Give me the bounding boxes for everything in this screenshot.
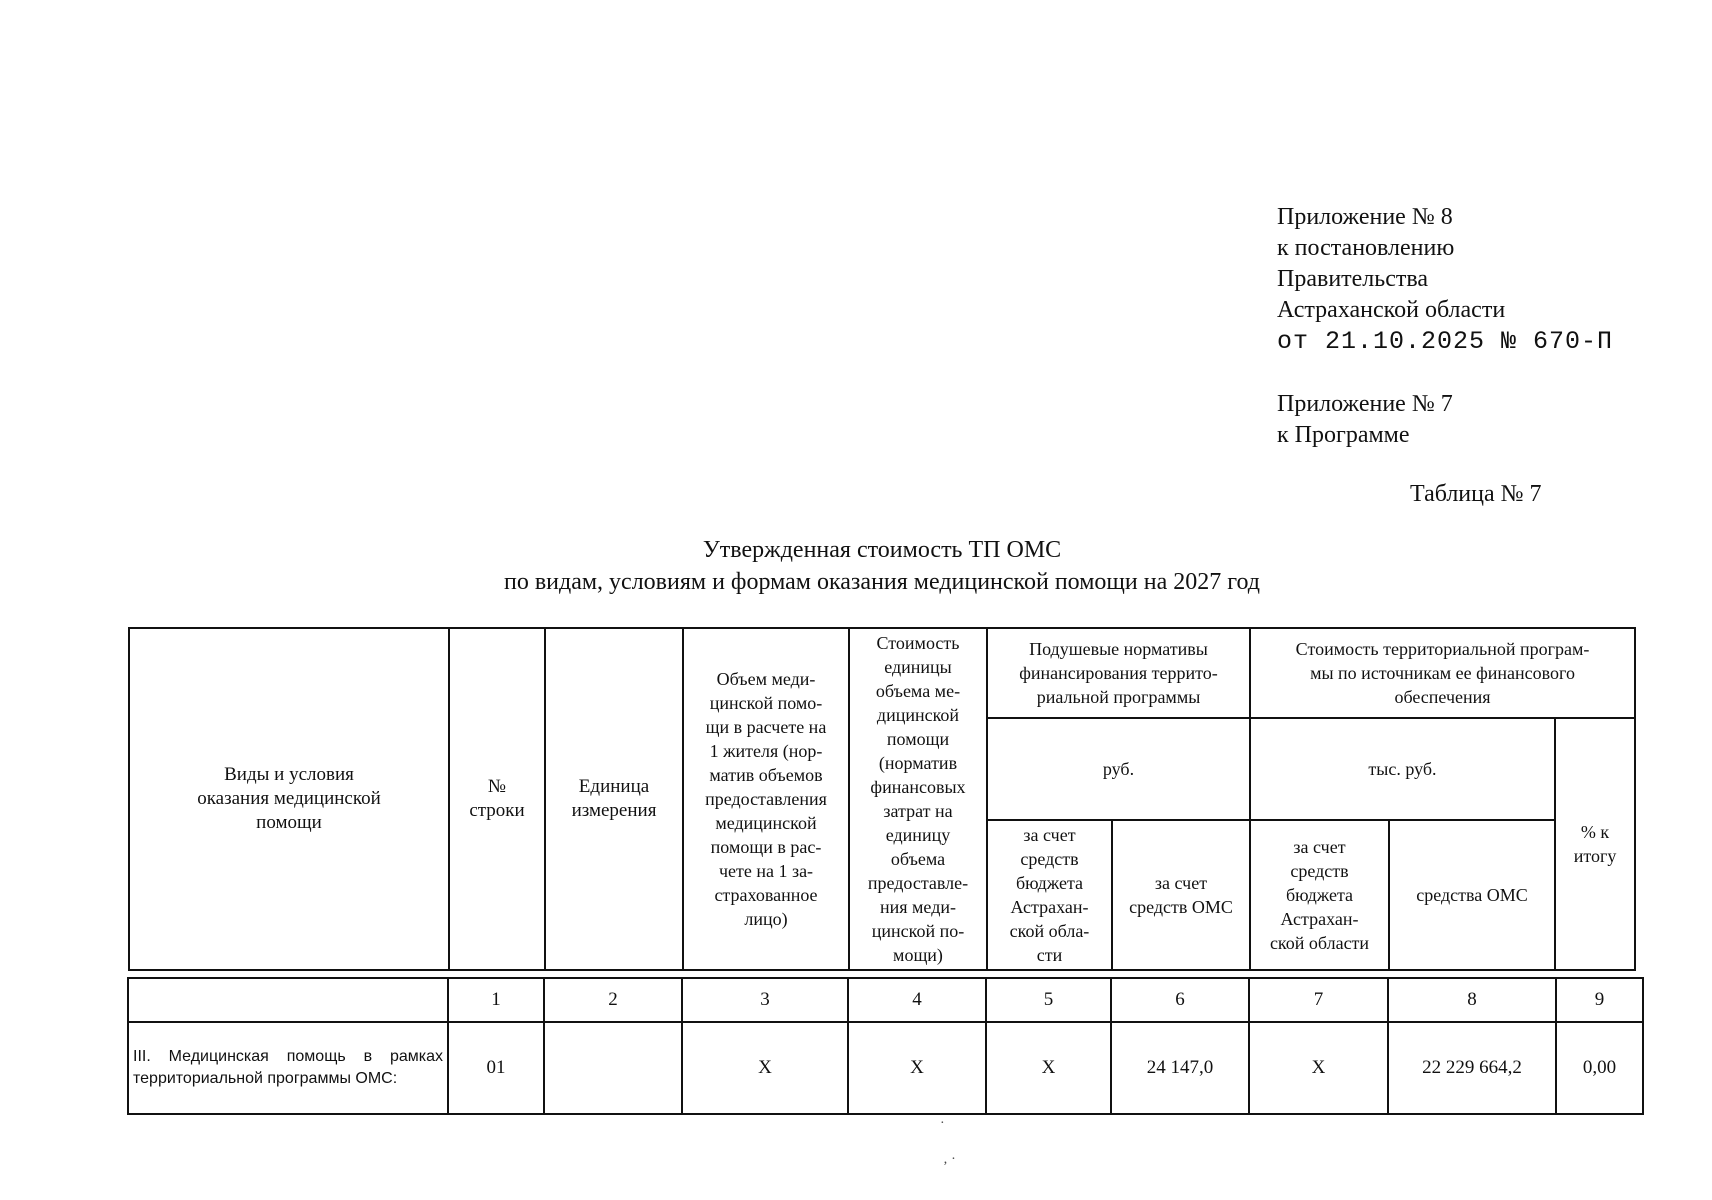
- column-number: 9: [1556, 978, 1643, 1022]
- header-rub: руб.: [987, 718, 1250, 820]
- attachment-8-issuer: Правительства: [1277, 266, 1429, 292]
- row-volume: X: [682, 1022, 848, 1114]
- column-number: 5: [986, 978, 1111, 1022]
- scan-speck: ·: [940, 1116, 945, 1131]
- attachment-7-block: [1277, 389, 1453, 451]
- header-program-cost: Стоимость территориальной програм- мы по источникам ее финансового обеспечения: [1250, 628, 1635, 718]
- table-header: [128, 627, 1636, 971]
- header-per-capita: Подушевые нормативы финансирования террито- риальной программы: [987, 628, 1250, 718]
- table-number: Таблица № 7: [1410, 481, 1542, 507]
- row-unit-cost: X: [848, 1022, 986, 1114]
- column-number-row: [128, 978, 1643, 1022]
- column-number: 3: [682, 978, 848, 1022]
- header-unit-cost: Стоимость единицы объема ме- дицинской помощи (норматив финансовых затрат на единицу объема предоставле- ния меди- цинской по- мощи): [849, 628, 987, 970]
- header-oms-cost: средства ОМС: [1389, 820, 1555, 970]
- attachment-8-title: Приложение № 8: [1277, 204, 1453, 230]
- document-title: [0, 534, 1712, 598]
- attachment-7-title: Приложение № 7: [1277, 391, 1453, 417]
- table-row: [128, 1022, 1643, 1114]
- attachment-8-date-number: от 21.10.2025 № 670-П: [1277, 327, 1614, 356]
- column-number: 8: [1388, 978, 1556, 1022]
- header-percent: % к итогу: [1555, 718, 1635, 970]
- header-row-number: № строки: [449, 628, 545, 970]
- header-volume: Объем меди- цинской помо- щи в расчете на 1 жителя (нор- матив объемов предоставления медицинской помощи в рас- чете на 1 за- страхованное лицо): [683, 628, 849, 970]
- attachment-8-block: [1277, 202, 1613, 357]
- row-oms-cost: 22 229 664,2: [1388, 1022, 1556, 1114]
- attachment-7-ref: к Программе: [1277, 422, 1410, 448]
- row-name: III. Медицинская помощь в рамках территориальной программы ОМС:: [128, 1022, 448, 1114]
- column-number: 7: [1249, 978, 1388, 1022]
- attachment-8-region: Астраханской области: [1277, 297, 1506, 323]
- column-number: 4: [848, 978, 986, 1022]
- row-number: 01: [448, 1022, 544, 1114]
- row-percent: 0,00: [1556, 1022, 1643, 1114]
- column-number: 2: [544, 978, 682, 1022]
- header-budget-cost: за счет средств бюджета Астрахан- ской области: [1250, 820, 1389, 970]
- column-number: 1: [448, 978, 544, 1022]
- row-budget-per-capita: X: [986, 1022, 1111, 1114]
- header-thous-rub: тыс. руб.: [1250, 718, 1555, 820]
- scan-speck: ‚ ·: [943, 1152, 956, 1167]
- row-oms-per-capita: 24 147,0: [1111, 1022, 1249, 1114]
- header-kinds: Виды и условия оказания медицинской помощи: [129, 628, 449, 970]
- header-budget-per-capita: за счет средств бюджета Астрахан- ской обла- сти: [987, 820, 1112, 970]
- title-line-1: Утвержденная стоимость ТП ОМС: [702, 537, 1062, 563]
- header-oms-per-capita: за счет средств ОМС: [1112, 820, 1250, 970]
- attachment-8-ref: к постановлению: [1277, 235, 1455, 261]
- column-number: 6: [1111, 978, 1249, 1022]
- row-unit: [544, 1022, 682, 1114]
- header-unit: Единица измерения: [545, 628, 683, 970]
- column-number: [128, 978, 448, 1022]
- table-body: [127, 977, 1644, 1115]
- title-line-2: по видам, условиям и формам оказания медицинской помощи на 2027 год: [503, 569, 1260, 595]
- row-budget-cost: X: [1249, 1022, 1388, 1114]
